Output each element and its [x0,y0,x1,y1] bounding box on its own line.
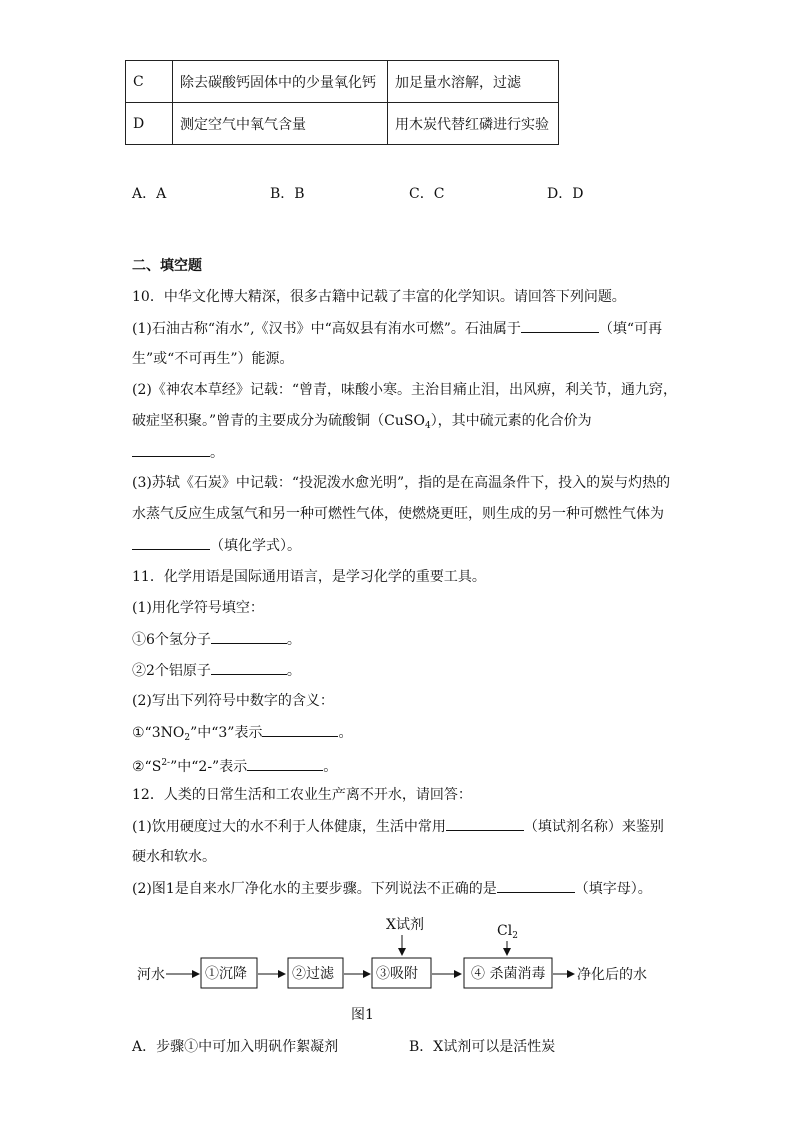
answer-choice-d: D．D [547,186,584,202]
q10-part2-line2: 破症坚积聚。”曾青的主要成分为硫酸铜（CuSO$_4$），其中硫元素的化合价为 [132,413,592,431]
answer-choice-c: C．C [409,186,445,202]
step-label: ④ 杀菌消毒 [471,966,546,982]
q10-part3-line2: 水蒸气反应生成氢气和另一种可燃性气体，使燃烧更旺，则生成的另一种可燃性气体为 [132,506,664,522]
input-label: 河水 [137,967,165,983]
section-title: 二、填空题 [132,258,202,274]
q11-part1: (1)用化学符号填空： [132,600,264,616]
q11-item-a2: ②2个铝原子 。 [132,660,301,681]
answer-choice-b: B．B [270,186,305,202]
q10-part3-line1: (3)苏轼《石炭》中记载：“投泥泼水愈光明”，指的是在高温条件下，投入的炭与灼热的 [132,475,671,491]
q12-choice-a: A．步骤①中可加入明矾作絮凝剂 [132,1039,339,1055]
q10-part2-line1: (2)《神农本草经》记载：“曾青，味酸小寒。主治目痛止泪，出风痹，利关节，通九窍， [132,382,677,398]
step-label: ①沉降 [205,966,247,982]
q10-part3-line3: （填化学式）。 [132,535,301,556]
q12-part2-line1: (2)图1是自来水厂净化水的主要步骤。下列说法不正确的是 （填字母）。 [132,878,652,899]
q12-stem: 12．人类的日常生活和工农业生产离不开水，请回答： [132,787,472,803]
q12-part1-line1: (1)饮用硬度过大的水不利于人体健康，生活中常用 （填试剂名称）来鉴别 [132,816,664,837]
q10-stem: 10．中华文化博大精深，很多古籍中记载了丰富的化学知识。请回答下列问题。 [132,289,626,305]
row-letter: C [126,61,173,103]
q10-part1-line1: (1)石油古称“洧水”,《汉书》中“高奴县有洧水可燃”。石油属于 （填“可再 [132,318,662,339]
row-purpose: 测定空气中氧气含量 [173,103,388,145]
answer-choice-a: A．A [132,186,167,202]
reagent-cl-label: $Cl_2$ [497,923,518,941]
output-label: 净化后的水 [577,967,647,983]
row-method: 加足量水溶解，过滤 [388,61,559,103]
q11-item-b2: $②“S^{2-}$”中“2-”表示 。 [132,758,338,775]
q12-part1-line2: 硬水和软水。 [132,849,216,865]
row-method: 用木炭代替红磷进行实验 [388,103,559,145]
q11-part2: (2)写出下列符号中数字的含义： [132,693,334,709]
q11-item-b1: $①“3NO_2$”中“3”表示 。 [132,722,352,748]
step-label: ②过滤 [292,966,334,982]
q10-part1-line2: 生”或“不可再生”）能源。 [132,351,294,367]
row-letter: D [126,103,173,145]
q10-part2-line3: 。 [132,442,224,463]
row-purpose: 除去碳酸钙固体中的少量氧化钙 [173,61,388,103]
figure-caption: 图1 [351,1007,374,1023]
q11-item-a1: ①6个氢分子 。 [132,629,301,650]
q11-stem: 11．化学用语是国际通用语言，是学习化学的重要工具。 [132,569,486,585]
q12-choice-b: B．X试剂可以是活性炭 [409,1039,556,1055]
step-label: ③吸附 [376,966,418,982]
reagent-x-label: X试剂 [386,917,424,933]
